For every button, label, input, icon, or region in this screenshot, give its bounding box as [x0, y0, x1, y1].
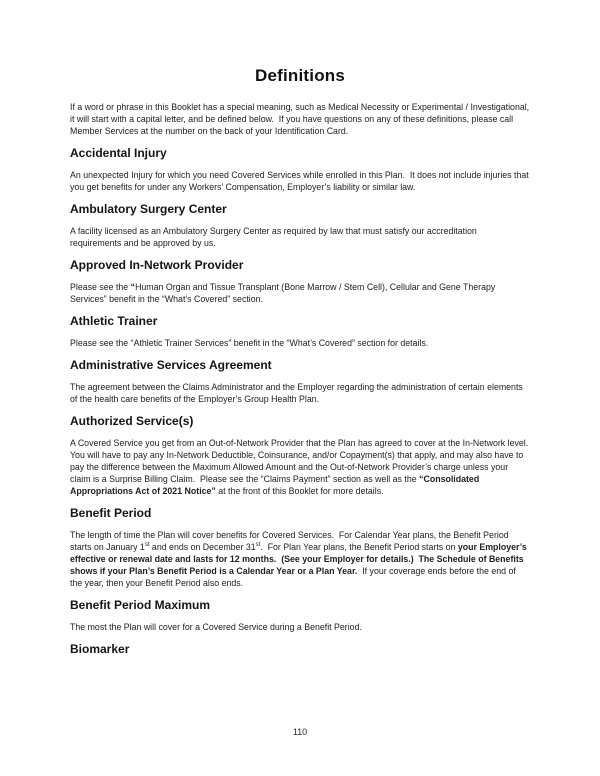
definition-paragraph: A facility licensed as an Ambulatory Surgery Center as required by law that must satisfy our accreditation requirements and be approved by us. — [70, 226, 480, 248]
definition-section — [70, 598, 530, 633]
definition-section — [70, 506, 530, 589]
definition-paragraph: The most the Plan will cover for a Covered Service during a Benefit Period. — [70, 622, 362, 632]
definitions-list — [70, 146, 533, 656]
definition-section — [70, 146, 530, 193]
definition-section — [70, 314, 530, 349]
definition-heading: Biomarker — [70, 642, 130, 656]
definition-section — [70, 642, 530, 656]
definition-paragraph: Please see the “Athletic Trainer Services” benefit in the “What’s Covered” section for details. — [70, 338, 429, 348]
definition-paragraph: A Covered Service you get from an Out-of-Network Provider that the Plan has agreed to cover at the In-Network level. You will have to pay any In-Network Deductible, Coinsurance, and/or Copayment(s) that apply, and may also have to pay the difference between the Maximum Allowed Amount and the Out-of-Network Provider’s charge unless your claim is a Surprise Billing Claim. Please see the “Claims Payment” section as well as the “Consolidated Appropriations Act of 2021 Notice” at the front of this Booklet for more details. — [70, 438, 533, 496]
definition-heading: Benefit Period — [70, 506, 152, 520]
intro-paragraph: If a word or phrase in this Booklet has a special meaning, such as Medical Necessity or Experimental / Investigational, it will start with a capital letter, and be defined below. If you have questions on any of these definitions, please call Member Services at the number on the back of your Identification Card. — [70, 102, 532, 136]
definition-heading: Approved In-Network Provider — [70, 258, 244, 272]
definition-heading: Authorized Service(s) — [70, 414, 194, 428]
definition-heading: Athletic Trainer — [70, 314, 158, 328]
definition-section — [70, 414, 533, 497]
definition-section — [70, 258, 530, 305]
definition-paragraph: An unexpected Injury for which you need Covered Services while enrolled in this Plan. It does not include injuries that you get benefits for under any Workers’ Compensation, Employer’s liability or similar law. — [70, 170, 532, 192]
definition-heading: Administrative Services Agreement — [70, 358, 272, 372]
definition-paragraph: The agreement between the Claims Administrator and the Employer regarding the administration of certain elements of the health care benefits of the Employer’s Group Health Plan. — [70, 382, 526, 404]
page-title: Definitions — [254, 66, 346, 85]
definition-section — [70, 358, 530, 405]
definition-heading: Benefit Period Maximum — [70, 598, 211, 612]
page-number: 110 — [292, 727, 308, 737]
definition-section — [70, 202, 530, 249]
definition-heading: Accidental Injury — [70, 146, 167, 160]
definition-paragraph: The length of time the Plan will cover benefits for Covered Services. For Calendar Year plans, the Benefit Period starts on January 1st and ends on December 31st. For Plan Year plans, the Benefit Period starts on your Employer’s effective or renewal date and lasts for 12 months. (See your Employer for details.) The Schedule of Benefits shows if your Plan’s Benefit Period is a Calendar Year or a Plan Year. If your coverage ends before the end of the year, then your Benefit Period also ends. — [70, 530, 530, 588]
definition-paragraph: Please see the “Human Organ and Tissue Transplant (Bone Marrow / Stem Cell), Cellular and Gene Therapy Services” benefit in the “What’s Covered” section. — [70, 282, 498, 304]
definition-heading: Ambulatory Surgery Center — [70, 202, 227, 216]
